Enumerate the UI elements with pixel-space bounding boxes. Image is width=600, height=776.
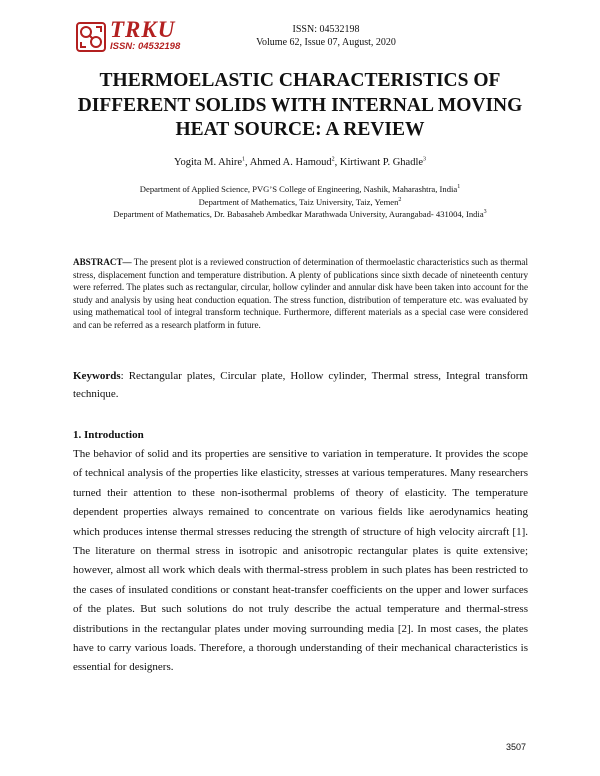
logo-name: TRKU <box>110 17 176 42</box>
affiliation-mark: 3 <box>483 209 487 216</box>
issn-line: ISSN: 04532198 <box>292 24 360 35</box>
author-affiliation-mark: 1 <box>242 156 246 163</box>
logo-issn: ISSN: 04532198 <box>110 41 181 52</box>
abstract <box>73 256 528 332</box>
author-name: Kirtiwant P. Ghadle <box>339 157 424 168</box>
introduction-body: The behavior of solid and its properties are sensitive to variation in temperature. It provides the scope of technical analysis of the properties like elasticity, stresses at various temperatures. Many researchers turned their attention to these non-isothermal problems of theory of elasticity. The temperature dependent properties always remained to concentrate on various fields like aerodynamics heating which produces intense thermal stresses reducing the strength of structure of high velocity aircraft [1]. The literature on thermal stress in isotropic and anisotropic rectangular plates is quite extensive; however, almost all work which deals with thermal-stress problem in such plates has been restricted to the cases of insulated conditions or constant heat-transfer coefficients on the upper and lower surfaces of the plates. But such solutions do not truly describe the actual temperature and thermal-stress distributions in the rectangular plates under moving surrounding media [2]. In most cases, the plates have to carry various loads. Therefore, a thorough understanding of their mechanical characteristics is essential for designers. <box>73 448 528 674</box>
keywords-label: Keywords <box>73 370 121 382</box>
affiliation-list <box>30 183 570 221</box>
affiliation-mark: 1 <box>457 184 461 191</box>
author-name: Yogita M. Ahire <box>173 157 243 168</box>
page-number: 3507 <box>506 742 527 752</box>
journal-logo <box>76 17 206 54</box>
affiliation-text: Department of Mathematics, Dr. Babasaheb Ambedkar Marathwada University, Aurangabad- 431004, India <box>113 209 484 220</box>
abstract-label: ABSTRACT— <box>73 257 132 267</box>
affiliation-mark: 2 <box>398 196 402 203</box>
volume-line: Volume 62, Issue 07, August, 2020 <box>256 36 396 48</box>
author-name: Ahmed A. Hamoud <box>249 157 332 168</box>
section-heading-introduction: 1. Introduction <box>73 429 144 441</box>
journal-info <box>236 24 416 49</box>
paper-title: THERMOELASTIC CHARACTERISTICS OF DIFFERENT SOLIDS WITH INTERNAL MOVING HEAT SOURCE: A REVIEW <box>77 70 523 140</box>
keywords <box>73 367 528 403</box>
affiliation-line <box>30 183 570 196</box>
affiliation-text: Department of Mathematics, Taiz University, Taiz, Yemen <box>198 196 399 207</box>
author-separator: , <box>245 157 250 168</box>
author-list <box>60 157 540 168</box>
author-separator: , <box>334 157 340 168</box>
keywords-text: : Rectangular plates, Circular plate, Hollow cylinder, Thermal stress, Integral transform technique. <box>73 370 528 400</box>
affiliation-text: Department of Applied Science, PVG’S College of Engineering, Nashik, Maharashtra, India <box>139 184 458 194</box>
affiliation-line <box>30 196 570 209</box>
author-affiliation-mark: 2 <box>331 156 335 163</box>
abstract-text: The present plot is a reviewed construction of determination of thermoelastic characteristics such as thermal stress, displacement function and temperature distribution. A plenty of publications since sixth decade of nineteenth century were referred. The plates such as rectangular, circular, hollow cylinder and annular disk have been taken into account for the study and analysis by using heat conduction equation. The stress function, distribution of temperature etc. was evaluated by using mathematical tool of integral transform technique. Furthermore, different materials as a special case were considered and can be referred as a research platform in future. <box>73 257 528 330</box>
trku-logo-icon <box>76 22 106 52</box>
author-affiliation-mark: 3 <box>423 156 427 163</box>
affiliation-line <box>30 208 570 221</box>
